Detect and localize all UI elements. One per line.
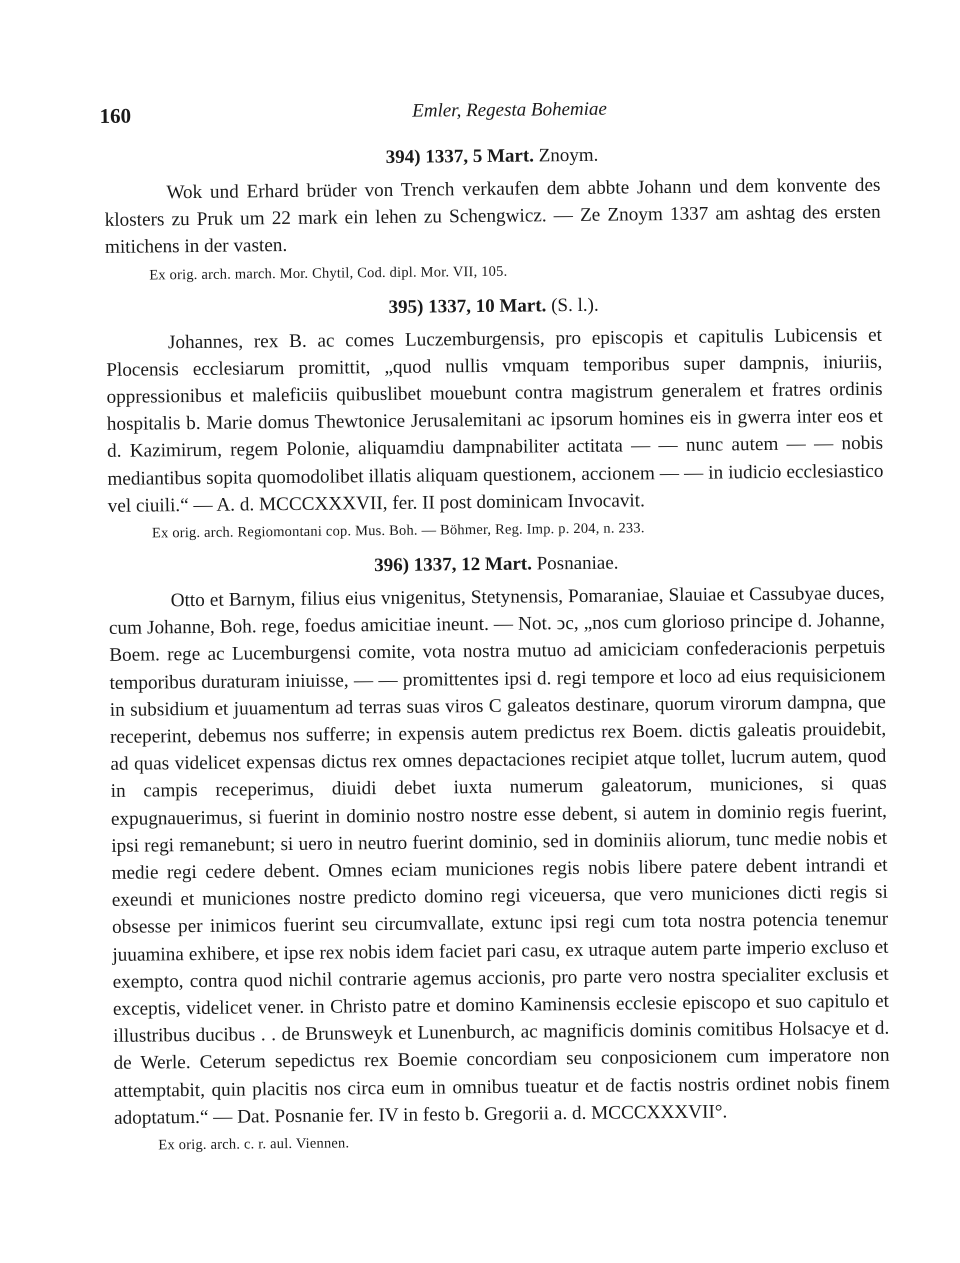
regesta-entry-394 xyxy=(104,140,881,286)
regesta-entries xyxy=(104,140,891,1168)
entry-number: 396) xyxy=(374,554,410,577)
running-title: Emler, Regesta Bohemiae xyxy=(412,98,608,122)
entry-text: Johannes, rex B. ac comes Luczemburgensis, pro episcopis et capitulis Lubicensis et Plocensis ecclesiarum promittit, „quod nullis vmquam temporibus super dampnis, iniuriis, oppressionibus et maleficiis quibuslibet mouebunt contra magistrum generalem et fratres ordinis hospitalis b. Marie domus Thewtonice Jerusalemitani ac ipsorum homines eis in gwerra inter eos et d. Kazimirum, regem Polonie, aliquamdiu dampnabiliter actitata — — nunc autem — — nobis mediantibus sopita quomodolibet illatis aliquam questionem, accionem — — in iudicio ecclesiastico vel ciuili.“ — A. d. MCCCXXXVII, fer. II post dominicam Invocavit. xyxy=(106,324,884,517)
entry-number: 395) xyxy=(388,296,424,318)
page-header xyxy=(99,96,879,134)
entry-date: 1337, 5 Mart. xyxy=(425,145,535,168)
entry-heading xyxy=(106,289,882,323)
entry-source: Ex orig. arch. c. r. aul. Viennen. xyxy=(158,1135,350,1154)
entry-date: 1337, 10 Mart. xyxy=(428,294,547,318)
entry-place: Posnaniae. xyxy=(536,552,619,575)
entry-text: Otto et Barnym, filius eius vnigenitus, Stetynensis, Pomaraniae, Slauiae et Cassubyae duces, cum Johanne, Boh. rege, foedus amicitiae ineunt. — Not. ↄc, „nos cum glorioso principe d. Johanne, Boem. rege ac Lucemburgensi comite, vota nostra mutuo ad amiciciam confederacionis perpetuis temporibus duraturam iniuisse, — — promittentes ipsi d. regi tempore et loco ad eius requisicionem in subsidium et juuamentum ad terras suas viros C galeatos destinare, quorum virorum dampna, que receperint, debemus nos sufferre; in expensis autem predictus rex Boem. dictis galeatis prouidebit, ad quas videlicet expensas dictus rex omnes depactaciones recipiet atque tollet, lucrum autem, quod in campis receperimus, diuidi debet iuxta numerum galeatorum, municiones, si quas expugnauerimus, si fuerint in dominio nostro nostre esse debent, si autem in dominio regis fuerint, ipsi regi remanebunt; si uero in neutro fuerint dominio, sed in dominiis aliorum, tunc medie nobis et medie regi cedere debent. Omnes eciam municiones regis nobis libere patere debent intrandi et exeundi et municiones nostre predicto domino regi viceuersa, que vero municiones dicti regis si obsesse per inimicos fuerint seu circumvallate, extunc ipsi regi cum tota nostra potencia tenemur juuamina exhibere, et ipse rex nobis idem faciet pari casu, ex utraque autem parte imperio excluso et exempto, contra quod nichil contrarie agemus accionis, pro parte vero nostra specialiter exclusis et exceptis, videlicet vener. in Christo patre et domino Kaminensis ecclesie episcopo et suo capitulo et illustribus ducibus . . de Brunsweyk et Lunenburch, ac magnificis dominis comitibus Holsacye et d. de Werle. Ceterum sepedictus rex Boemie concordiam seu conposicionem cum imperatore non attemptabit, quin placitis nos circa eum in omnibus tueatur et de factis nostris ordinet nobis finem adoptatum.“ — Dat. Posnanie fer. IV in festo b. Gregorii a. d. MCCCXXXVII°. xyxy=(108,582,890,1129)
page-number: 160 xyxy=(99,103,132,128)
entry-number: 394) xyxy=(385,146,421,168)
entry-source: Ex orig. arch. Regiomontani cop. Mus. Boh. — Böhmer, Reg. Imp. p. 204, n. 233. xyxy=(151,520,645,542)
entry-heading xyxy=(108,548,884,582)
entry-heading xyxy=(104,140,880,174)
entry-source: Ex orig. arch. march. Mor. Chytil, Cod. dipl. Mor. VII, 105. xyxy=(149,263,508,284)
regesta-entry-395 xyxy=(106,289,885,544)
entry-place: (S. l.). xyxy=(551,294,599,316)
entry-text: Wok und Erhard brüder von Trench verkaufen dem abbte Johann und dem konvente des klosters zu Pruk um 22 mark ein lehen zu Schengwicz. — Ze Znoym 1337 am ashtag des ersten mitichens in der vasten. xyxy=(104,174,881,259)
regesta-entry-396 xyxy=(108,548,890,1156)
entry-date: 1337, 12 Mart. xyxy=(413,553,533,576)
entry-place: Znoym. xyxy=(538,144,599,167)
